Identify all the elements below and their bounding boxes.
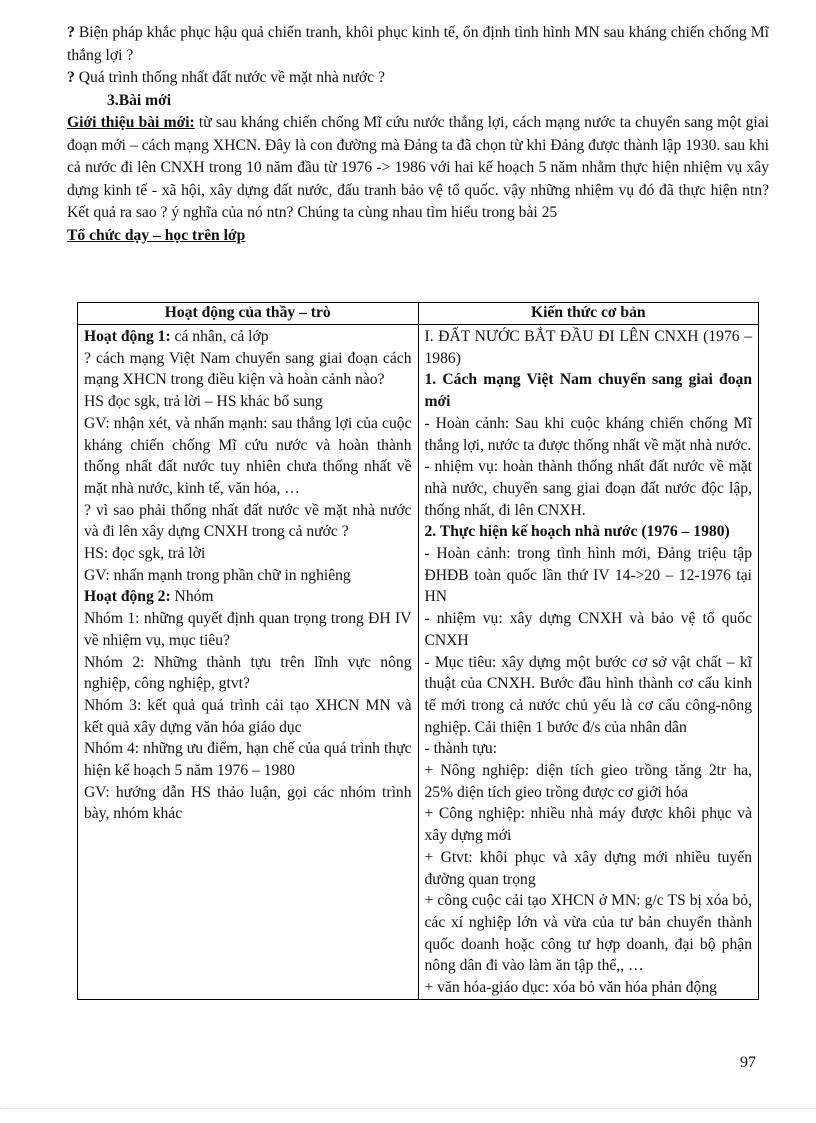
page-bottom-divider <box>0 1108 816 1109</box>
organization-heading: Tổ chức dạy – học trên lớp <box>67 226 246 244</box>
knowledge-paragraph: - Mục tiêu: xây dựng một bước cơ sở vật chất – kĩ thuật của CNXH. Bước đầu hình thành cơ cấu kinh tế mới trong cả nước chủ yếu là cơ cấu công-nông nghiệp. Cải thiện 1 bước đ/s của nhân dân <box>424 653 752 736</box>
knowledge-paragraph: + văn hóa-giáo dục: xóa bỏ văn hóa phản động <box>424 979 717 997</box>
knowledge-paragraph: I. ĐẤT NƯỚC BẮT ĐẦU ĐI LÊN CNXH (1976 – 1986) <box>424 328 752 367</box>
knowledge-paragraph: - Hoàn cảnh: Sau khi cuộc kháng chiến chống Mĩ thắng lợi, nước ta được thống nhất về mặt nhà nước. <box>424 414 752 454</box>
activity-paragraph: Hoạt động 1: cá nhân, cả lớp <box>84 328 269 345</box>
knowledge-paragraph: + Công nghiệp: nhiều nhà máy được khôi phục và xây dựng mới <box>424 805 752 845</box>
activity-paragraph: HS đọc sgk, trả lời – HS khác bổ sung <box>84 393 323 411</box>
lesson-heading: 3.Bài mới <box>107 91 172 109</box>
activity-paragraph: ? vì sao phải thống nhất đất nước về mặt nhà nước và đi lên xây dựng CNXH trong cả nước ? <box>84 501 412 541</box>
activity-paragraph: GV: hướng dẫn HS thảo luận, gọi các nhóm trình bày, nhóm khác <box>84 783 412 823</box>
table-row <box>78 325 759 1000</box>
review-question-2: ? Quá trình thống nhất đất nước về mặt nhà nước ? <box>67 69 385 86</box>
review-question-1: ? Biện pháp khắc phục hậu quả chiến tranh, khôi phục kinh tế, ổn định tình hình MN sau kháng chiến chống Mĩ thắng lợi ? <box>67 24 769 64</box>
knowledge-paragraph: 1. Cách mạng Việt Nam chuyển sang giai đoạn mới <box>424 371 752 411</box>
knowledge-paragraph: - Hoàn cảnh: trong tình hình mới, Đảng triệu tập ĐHĐB toàn quốc lần thứ IV 14->20 – 12-1976 tại HN <box>424 545 752 606</box>
knowledge-paragraph: - thành tựu: <box>424 740 498 758</box>
knowledge-paragraph: 2. Thực hiện kế hoạch nhà nước (1976 – 1980) <box>424 523 730 541</box>
activity-paragraph: ? cách mạng Việt Nam chuyển sang giai đoạn cách mạng XHCN trong điều kiện và hoàn cảnh nào? <box>84 349 412 389</box>
activity-paragraph: Nhóm 4: những ưu điểm, hạn chế của quá trình thực hiện kế hoạch 5 năm 1976 – 1980 <box>84 740 412 780</box>
activity-paragraph: GV: nhấn mạnh trong phần chữ in nghiêng <box>84 566 351 584</box>
lesson-introduction <box>67 112 769 225</box>
activities-cell <box>78 325 419 1000</box>
lesson-table <box>77 302 759 1000</box>
knowledge-paragraph: + công cuộc cải tạo XHCN ở MN: g/c TS bị xóa bỏ, các xí nghiệp lớn và vừa của tư bản chuyển thành quốc doanh hoặc công tư hợp doanh, đại bộ phận nông dân đi vào làm ăn tập thể,, … <box>424 892 752 975</box>
activity-paragraph: Hoạt động 2: Nhóm <box>84 588 214 606</box>
intro-label: Giới thiệu bài mới: <box>67 114 195 131</box>
header-basic-knowledge: Kiến thức cơ bản <box>418 303 759 325</box>
activity-paragraph: HS: đọc sgk, trả lời <box>84 545 206 563</box>
activity-paragraph: GV: nhận xét, và nhấn mạnh: sau thắng lợi của cuộc kháng chiến chống Mĩ cứu nước và hoàn thành thống nhất đất nước tuy nhiên chưa thống nhất về mặt nhà nước, kinh tế, văn hóa, … <box>84 414 412 497</box>
intro-section <box>67 22 769 247</box>
activity-paragraph: Nhóm 1: những quyết định quan trọng trong ĐH IV về nhiệm vụ, mục tiêu? <box>84 610 412 649</box>
intro-text: từ sau kháng chiến chống Mĩ cứu nước thắng lợi, cách mạng nước ta chuyển sang một giai đoạn mới – cách mạng XHCN. Đây là con đường mà Đảng ta đã chọn từ khi Đảng được thành lập 1930. sau khi cả nước đi lên CNXH trong 10 năm đầu từ 1976 -> 1986 với hai kế hoạch 5 năm nhằm thực hiện nhiệm vụ xây dựng kinh tế - xã hội, xây dựng đất nước, đấu tranh bảo vệ tổ quốc. vậy những nhiệm vụ đó đã thực hiện ntn? Kết quả ra sao ? ý nghĩa của nó ntn? Chúng ta cùng nhau tìm hiểu trong bài 25 <box>67 114 769 221</box>
knowledge-cell <box>418 325 759 1000</box>
knowledge-paragraph: - nhiệm vụ: xây dựng CNXH và bảo vệ tổ quốc CNXH <box>424 610 752 649</box>
header-teacher-student-activities: Hoạt động của thầy – trò <box>78 303 419 325</box>
activity-paragraph: Nhóm 3: kết quả quá trình cải tạo XHCN MN và kết quả xây dựng văn hóa giáo dục <box>84 696 412 736</box>
knowledge-paragraph: + Gtvt: khôi phục và xây dựng mới nhiều tuyến đường quan trọng <box>424 848 752 888</box>
table-header-row <box>78 303 759 325</box>
activity-paragraph: Nhóm 2: Những thành tựu trên lĩnh vực nông nghiệp, công nghiệp, gtvt? <box>84 653 412 693</box>
page-number: 97 <box>740 1054 756 1071</box>
knowledge-paragraph: - nhiệm vụ: hoàn thành thống nhất đất nước về mặt nhà nước, chuyển sang giai đoạn đất nước độc lập, thống nhất, đi lên CNXH. <box>424 458 752 519</box>
knowledge-paragraph: + Nông nghiệp: diện tích gieo trồng tăng 2tr ha, 25% diện tích gieo trồng được cơ giới hóa <box>424 762 752 801</box>
